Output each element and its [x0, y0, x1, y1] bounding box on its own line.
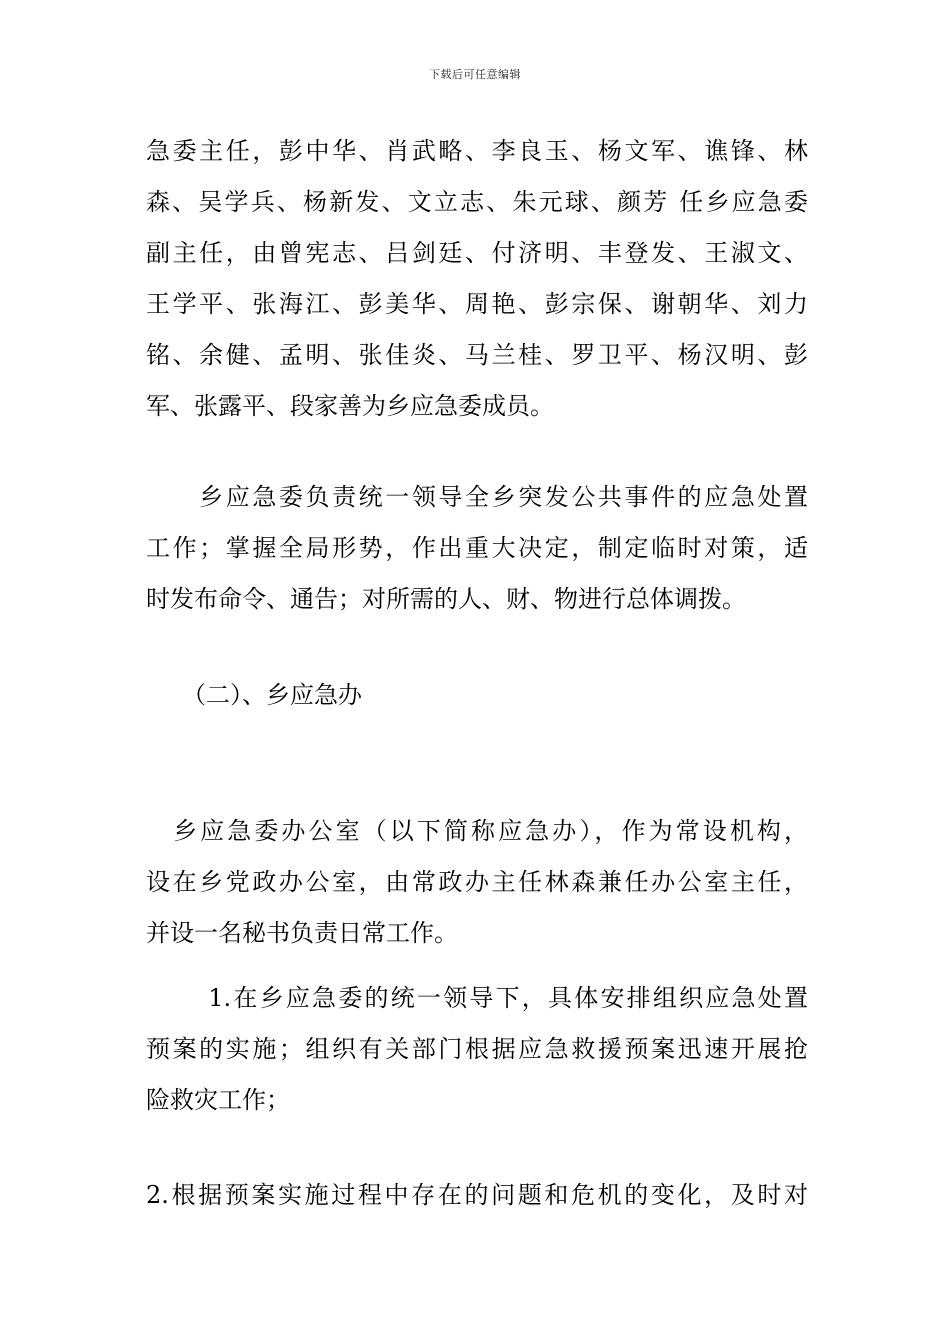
text-line: 急委主任，彭中华、肖武略、李良玉、杨文军、谯锋、林	[146, 137, 808, 165]
paragraph-item-1	[146, 973, 808, 1126]
text-line: 副主任，由曾宪志、吕剑廷、付济明、丰登发、王淑文、	[146, 239, 808, 267]
text-line: 铭、余健、孟明、张佳炎、马兰桂、罗卫平、杨汉明、彭	[146, 341, 808, 369]
paragraph-committee-members	[146, 126, 808, 432]
text-line: 王学平、张海江、彭美华、周艳、彭宗保、谢朝华、刘力	[146, 290, 808, 318]
text-line: 预案的实施；组织有关部门根据应急救援预案迅速开展抢	[146, 1035, 808, 1063]
text-line: 险救灾工作；	[146, 1086, 290, 1114]
text-line: 乡应急委办公室（以下简称应急办），作为常设机构，	[146, 817, 808, 845]
text-line: 1.在乡应急委的统一领导下，具体安排组织应急处置	[146, 984, 808, 1012]
text-line: 设在乡党政办公室，由常政办主任林森兼任办公室主任，	[146, 868, 808, 896]
text-line: 时发布命令、通告；对所需的人、财、物进行总体调拨。	[146, 585, 746, 613]
text-line: 并设一名秘书负责日常工作。	[146, 919, 458, 947]
section-heading	[146, 670, 808, 721]
text-line: 2.根据预案实施过程中存在的问题和危机的变化，及时对	[146, 1181, 808, 1209]
paragraph-committee-duties	[146, 472, 808, 625]
paragraph-office-setup	[146, 806, 808, 959]
text-line: 军、张露平、段家善为乡应急委成员。	[146, 392, 554, 420]
text-line: 森、吴学兵、杨新发、文立志、朱元球、颜芳 任乡应急委	[146, 188, 808, 216]
paragraph-item-2	[146, 1170, 808, 1221]
text-line: （二）、乡应急办	[146, 681, 362, 709]
text-line: 乡应急委负责统一领导全乡突发公共事件的应急处置	[146, 483, 808, 511]
text-line: 工作；掌握全局形势，作出重大决定，制定临时对策，适	[146, 534, 808, 562]
page-header: 下载后可任意编辑	[429, 68, 521, 81]
